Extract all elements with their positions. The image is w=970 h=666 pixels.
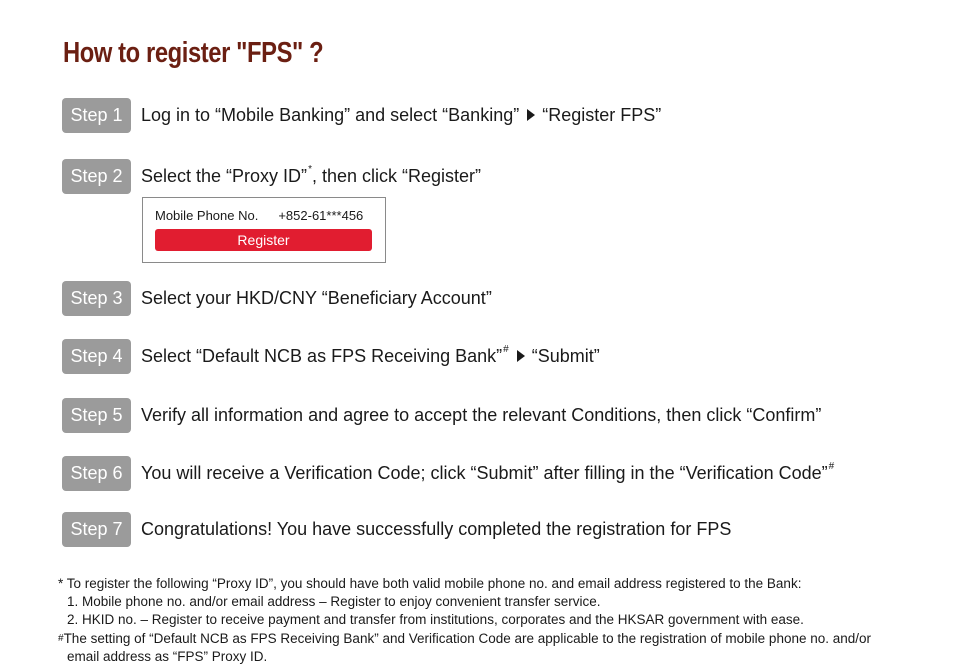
step-4 xyxy=(62,339,600,374)
note-hash-text: The setting of “Default NCB as FPS Receiving Bank” and Verification Code are applicable to the registration of mobile phone no. and/or xyxy=(63,630,872,646)
step-6-text: You will receive a Verification Code; click “Submit” after filling in the “Verification Code” xyxy=(141,463,828,483)
note-item-2: 2. HKID no. – Register to receive payment and transfer from institutions, corporates and the HKSAR government with ease. xyxy=(67,612,804,628)
step-text xyxy=(141,346,600,367)
step-badge: Step 7 xyxy=(62,512,131,547)
proxy-id-value: +852-61***456 xyxy=(278,208,364,223)
note-item-1: 1. Mobile phone no. and/or email address – Register to enjoy convenient transfer service. xyxy=(67,594,601,610)
step-5 xyxy=(62,398,821,433)
proxy-id-label: Mobile Phone No. xyxy=(155,208,259,223)
footnotes xyxy=(58,575,938,666)
step-badge: Step 6 xyxy=(62,456,131,491)
page-title: How to register "FPS" ? xyxy=(63,37,324,69)
arrow-right-icon xyxy=(517,350,525,362)
step-2-text: Select the “Proxy ID” xyxy=(141,166,308,186)
step-2 xyxy=(62,159,481,194)
note-hash-cont: email address as “FPS” Proxy ID. xyxy=(67,648,268,664)
proxy-id-card xyxy=(142,197,386,263)
step-badge: Step 5 xyxy=(62,398,131,433)
step-1 xyxy=(62,98,661,133)
step-1-text: Log in to “Mobile Banking” and select “Banking” xyxy=(141,105,520,125)
footnote-marker: # xyxy=(503,344,509,355)
step-6 xyxy=(62,456,834,491)
arrow-right-icon xyxy=(527,109,535,121)
note-star-text: To register the following “Proxy ID”, you should have both valid mobile phone no. and email address registered to the Bank: xyxy=(66,576,802,591)
step-5-text: Verify all information and agree to accept the relevant Conditions, then click “Confirm” xyxy=(141,405,822,425)
register-button[interactable]: Register xyxy=(155,229,372,251)
step-4-text: Select “Default NCB as FPS Receiving Bank” xyxy=(141,346,503,366)
step-7-text: Congratulations! You have successfully completed the registration for FPS xyxy=(141,519,732,539)
step-badge: Step 1 xyxy=(62,98,131,133)
note-star-marker: * xyxy=(58,576,64,591)
footnote-marker: * xyxy=(308,164,312,175)
step-3 xyxy=(62,281,492,316)
step-text xyxy=(141,105,661,126)
step-badge: Step 3 xyxy=(62,281,131,316)
step-badge: Step 2 xyxy=(62,159,131,194)
step-3-text: Select your HKD/CNY “Beneficiary Account” xyxy=(141,288,492,308)
proxy-id-row xyxy=(155,208,363,223)
note-hash-marker: # xyxy=(58,632,64,644)
note-star xyxy=(58,575,938,593)
footnote-marker: # xyxy=(828,461,835,472)
step-text xyxy=(141,463,834,484)
step-4-text-after: “Submit” xyxy=(531,346,600,366)
step-text xyxy=(141,166,481,187)
step-badge: Step 4 xyxy=(62,339,131,374)
step-1-text-after: “Register FPS” xyxy=(542,105,662,125)
step-2-text-after: , then click “Register” xyxy=(311,166,482,186)
step-7 xyxy=(62,512,731,547)
note-hash xyxy=(58,630,938,648)
